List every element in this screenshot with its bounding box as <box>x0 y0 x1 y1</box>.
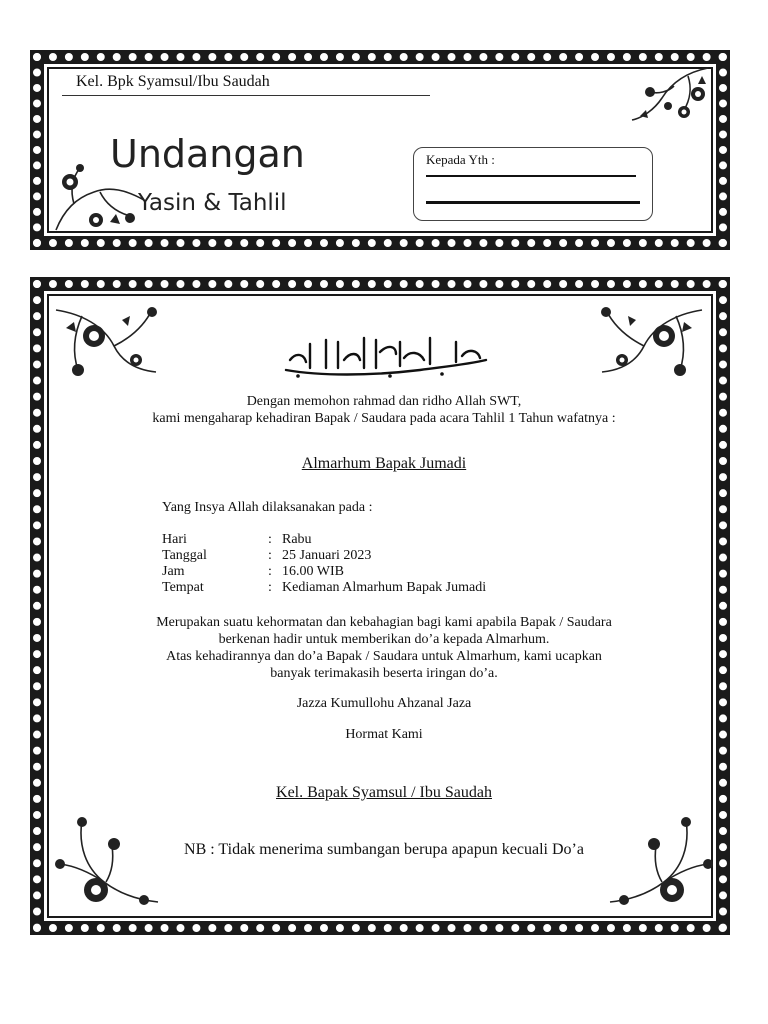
closing-line: banyak terimakasih beserta iringan do’a. <box>270 666 498 681</box>
recipient-label: Kepada Yth : <box>426 152 495 167</box>
schedule-label: Jam <box>162 564 185 579</box>
floral-ornament-icon <box>50 160 150 236</box>
floral-ornament-icon <box>594 300 706 386</box>
recipient-line <box>426 175 636 177</box>
deceased-name <box>80 455 688 473</box>
prayer-text: Jazza Kumullohu Ahzanal Jaza <box>296 696 472 711</box>
schedule-row <box>162 564 486 580</box>
schedule-separator: : <box>268 548 272 563</box>
cover-title: Undangan <box>110 132 305 176</box>
deceased-name-text: Almarhum Bapak Jumadi <box>301 455 467 472</box>
schedule-row <box>162 580 486 596</box>
cover-family-name: Kel. Bpk Syamsul/Ibu Saudah <box>62 73 430 96</box>
schedule-label: Tanggal <box>162 548 207 563</box>
floral-ornament-icon <box>52 816 164 916</box>
schedule-separator: : <box>268 580 272 595</box>
schedule-separator: : <box>268 532 272 547</box>
floral-ornament-icon <box>628 62 714 142</box>
closing-line: berkenan hadir untuk memberikan do’a kepada Almarhum. <box>218 632 550 647</box>
schedule-label: Tempat <box>162 580 204 595</box>
schedule-label: Hari <box>162 532 187 547</box>
basmala-calligraphy <box>280 330 492 380</box>
schedule-table <box>162 532 486 596</box>
note-text: NB : Tidak menerima sumbangan berupa apapun kecuali Do’a <box>184 841 584 858</box>
schedule-intro: Yang Insya Allah dilaksanakan pada : <box>162 500 373 515</box>
closing-line: Atas kehadirannya dan do’a Bapak / Saudara untuk Almarhum, kami ucapkan <box>166 649 602 664</box>
closing-line: Merupakan suatu kehormatan dan kebahagian bagi kami apabila Bapak / Saudara <box>156 615 612 630</box>
schedule-value: Kediaman Almarhum Bapak Jumadi <box>282 580 487 595</box>
signature-text: Kel. Bapak Syamsul / Ibu Saudah <box>276 784 492 801</box>
floral-ornament-icon <box>52 300 164 386</box>
intro-line: Dengan memohon rahmad dan ridho Allah SWT, <box>246 394 522 409</box>
schedule-value: 25 Januari 2023 <box>282 548 372 563</box>
intro-line: kami mengaharap kehadiran Bapak / Saudara pada acara Tahlil 1 Tahun wafatnya : <box>152 411 616 426</box>
regards-text: Hormat Kami <box>345 727 423 742</box>
signature <box>80 784 688 802</box>
recipient-box <box>413 147 653 221</box>
schedule-separator: : <box>268 564 272 579</box>
intro-text <box>80 393 688 427</box>
cover-subtitle: Yasin & Tahlil <box>138 190 287 216</box>
floral-ornament-icon <box>604 816 716 916</box>
closing-paragraph <box>80 614 688 682</box>
schedule-row <box>162 532 486 548</box>
schedule-value: Rabu <box>282 532 312 547</box>
schedule-value: 16.00 WIB <box>282 564 344 579</box>
recipient-line <box>426 201 640 204</box>
schedule-row <box>162 548 486 564</box>
